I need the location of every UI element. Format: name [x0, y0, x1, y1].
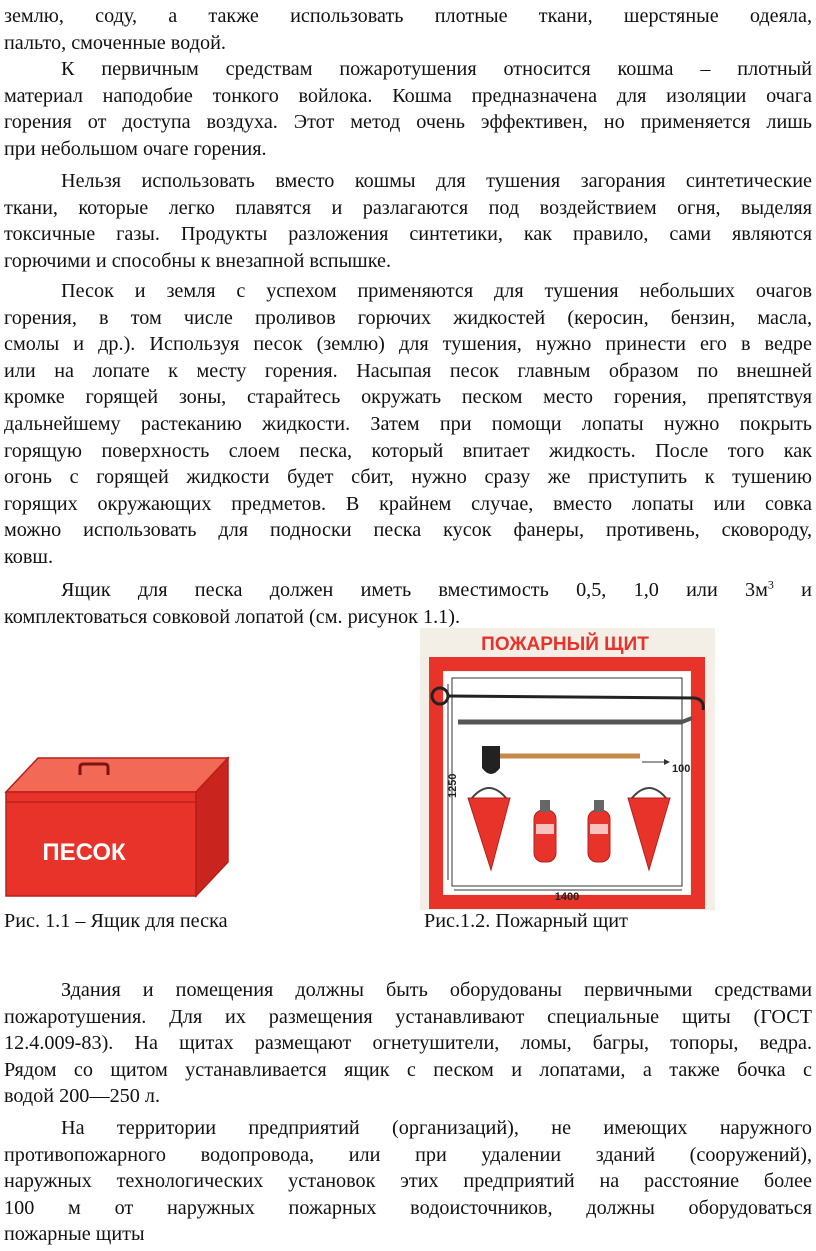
text-line: Нельзя использовать вместо кошмы для тушения загорания синтетические — [61, 170, 812, 192]
paragraph-6 — [4, 977, 812, 1110]
box-lid — [6, 758, 228, 792]
paragraph-1 — [4, 3, 812, 56]
figure-1-caption: Рис. 1.1 – Ящик для песка — [4, 910, 228, 932]
text-line: огонь с горящей жидкости будет сбит, нужно сразу же приступить к тушению — [4, 466, 812, 489]
text-line: смолы и др.). Используя песок (землю) для тушения, нужно принести его в ведре — [4, 333, 812, 356]
extinguisher-left-valve — [540, 800, 550, 812]
text-line: материал наподобие тонкого войлока. Кошма предназначена для изоляции очага — [4, 84, 812, 107]
box-label: ПЕСОК — [42, 839, 126, 866]
text-line: кромке горящей зоны, старайтесь окружать песком место горения, препятствуя — [4, 386, 812, 409]
paragraph-4 — [4, 278, 812, 571]
text-line: горючими и способны к внезапной вспышке. — [4, 249, 392, 272]
text-line: водой 200—250 л. — [4, 1085, 161, 1108]
text-line: ковш. — [4, 545, 53, 568]
text-line: наружных технологических установок этих предприятий на расстояние более — [4, 1170, 812, 1193]
text-line: токсичные газы. Продукты разложения синтетики, как правило, сами являются — [4, 223, 812, 246]
extinguisher-right-label — [590, 824, 608, 834]
text-line: 100 м от наружных пожарных водоисточников, должны оборудоваться — [4, 1196, 812, 1219]
dim-width-label: 1400 — [554, 891, 580, 903]
text-line: землю, соду, а также использовать плотные ткани, шерстяные одеяла, — [4, 5, 812, 27]
text-line: горения, в том числе проливов горючих жидкостей (керосин, бензин, масла, — [4, 306, 812, 329]
shovel-icon — [482, 746, 500, 774]
text-line: дальнейшему растеканию жидкости. Затем при помощи лопаты нужно покрыть — [4, 412, 812, 435]
dim-depth-label: 100 — [672, 763, 691, 775]
text-line: комплектоваться совковой лопатой (см. рисунок 1.1). — [4, 605, 461, 628]
paragraph-5 — [4, 577, 812, 630]
dim-height-label: 1250 — [447, 773, 459, 798]
text-line: К первичным средствам пожаротушения относится кошма – плотный — [61, 58, 812, 80]
text-line: или на лопате к месту горения. Насыпая песок главным образом по внешней — [4, 359, 812, 382]
text-line: пальто, смоченные водой. — [4, 31, 226, 54]
text-line: при небольшом очаге горения. — [4, 137, 267, 160]
text-line: можно использовать для подноски песка кусок фанеры, противень, сковороду, — [4, 519, 812, 542]
text-line: 12.4.009-83). На щитах размещают огнетушители, ломы, багры, топоры, ведра. — [4, 1032, 812, 1055]
paragraph-3 — [4, 168, 812, 274]
board-inner — [444, 672, 690, 894]
extinguisher-right-icon — [588, 810, 610, 862]
text-line: горящих окружающих предметов. В крайнем случае, вместо лопаты или совка — [4, 492, 812, 515]
fire-board-figure — [420, 628, 715, 910]
paragraph-2 — [4, 56, 812, 162]
text-line: горения от доступа воздуха. Этот метод очень эффективен, но применяется лишь — [4, 111, 812, 134]
text-line — [4, 577, 812, 604]
figure-2-caption: Рис.1.2. Пожарный щит — [424, 910, 628, 932]
text-line: пожарные щиты — [4, 1223, 145, 1246]
text-line: Рядом со щитом устанавливается ящик с песком и лопатами, а также бочка с — [4, 1058, 812, 1081]
text-line: Здания и помещения должны быть оборудованы первичными средствами — [61, 979, 812, 1001]
text-line: ткани, которые легко плавятся и разлагаются под воздействием огня, выделяя — [4, 196, 812, 219]
superscript: 3 — [767, 577, 774, 592]
capacity-text-end: и — [773, 579, 812, 601]
text-line: Песок и земля с успехом применяются для тушения небольших очагов — [61, 280, 812, 302]
paragraph-7 — [4, 1115, 812, 1248]
crowbar-icon — [448, 696, 695, 698]
sand-box-figure — [0, 752, 232, 902]
extinguisher-right-valve — [594, 800, 604, 812]
text-line: На территории предприятий (организаций), не имеющих наружного — [61, 1117, 812, 1139]
text-line: горящую поверхность слоем песка, который впитает жидкость. После того как — [4, 439, 812, 462]
capacity-text: Ящик для песка должен иметь вместимость 0,5, 1,0 или 3м — [61, 579, 768, 601]
board-title: ПОЖАРНЫЙ ЩИТ — [481, 634, 649, 655]
extinguisher-left-label — [536, 824, 554, 834]
extinguisher-left-icon — [534, 810, 556, 862]
text-line: противопожарного водопровода, или при удалении зданий (сооружений), — [4, 1143, 812, 1166]
text-line: пожаротушения. Для их размещения устанавливают специальные щиты (ГОСТ — [4, 1005, 812, 1028]
